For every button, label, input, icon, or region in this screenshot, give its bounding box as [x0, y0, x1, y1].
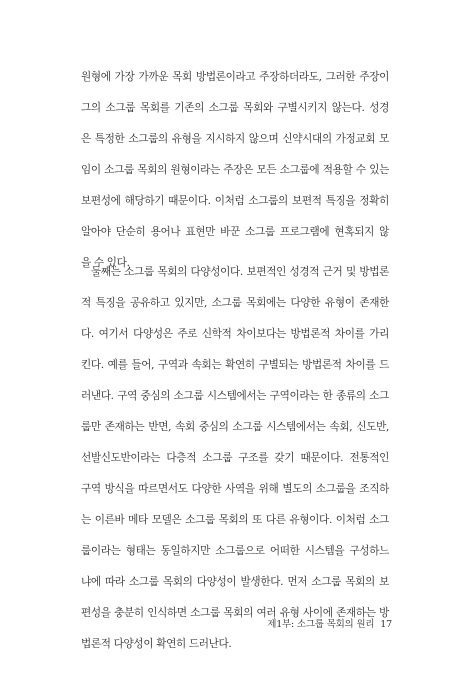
- running-head: 제1부: 소그룹 목회의 원리: [267, 619, 375, 630]
- text-line: 적 특징을 공유하고 있지만, 소그룹 목회에는 다양한 유형이 존재한: [81, 297, 389, 309]
- page-number: 17: [380, 619, 392, 630]
- text-line: 는 이른바 메타 모델은 소그룹 목회의 또 다른 유형이다. 이처럼 소그: [81, 514, 389, 526]
- text-line: 은 특정한 소그룹의 유형을 지시하지 않으며 신약시대의 가정교회 모: [81, 133, 389, 145]
- text-line: 선발신도반이라는 다층적 소그룹 구조를 갖기 때문이다. 전통적인: [81, 452, 389, 464]
- text-line: 을 수 있다.: [81, 257, 130, 269]
- text-line: 임이 소그룹 목회의 원형이라는 주장은 모든 소그룹에 적용할 수 있는: [81, 164, 389, 176]
- text-line: 킨다. 예를 들어, 구역과 속회는 확연히 구별되는 방법론적 차이를 드: [81, 359, 389, 371]
- paragraph-1: [81, 62, 389, 279]
- text-line: 룹이라는 형태는 동일하지만 소그룹으로 어떠한 시스템을 구성하느: [81, 545, 389, 557]
- text-line: 룹만 존재하는 반면, 속회 중심의 소그룹 시스템에서는 속회, 신도반,: [81, 421, 389, 433]
- text-line: 보편성에 해당하기 때문이다. 이처럼 소그룹의 보편적 특징을 정확히: [81, 195, 389, 207]
- text-line: 냐에 따라 소그룹 목회의 다양성이 발생한다. 먼저 소그룹 목회의 보: [81, 576, 389, 588]
- text-line: 다. 여기서 다양성은 주로 신학적 차이보다는 방법론적 차이를 가리: [81, 328, 389, 340]
- text-line: 알아야 단순히 용어나 표현만 바꾼 소그룹 프로그램에 현혹되지 않: [81, 226, 389, 238]
- text-line: 구역 방식을 따르면서도 다양한 사역을 위해 별도의 소그룹을 조직하: [81, 483, 389, 495]
- text-line: 원형에 가장 가까운 목회 방법론이라고 주장하더라도, 그러한 주장이: [81, 71, 389, 83]
- text-line: 러낸다. 구역 중심의 소그룹 시스템에서는 구역이라는 한 종류의 소그: [81, 390, 389, 402]
- text-line: 그의 소그룹 목회를 기존의 소그룹 목회와 구별시키지 않는다. 성경: [81, 102, 389, 114]
- text-line: 법론적 다양성이 확연히 드러난다.: [81, 638, 232, 650]
- page-footer: [267, 616, 392, 630]
- text-line: 둘째는 소그룹 목회의 다양성이다. 보편적인 성경적 근거 및 방법론: [91, 266, 389, 278]
- paragraph-2: [81, 257, 389, 660]
- text-line: 편성을 충분히 인식하면 소그룹 목회의 여러 유형 사이에 존재하는 방: [81, 607, 389, 619]
